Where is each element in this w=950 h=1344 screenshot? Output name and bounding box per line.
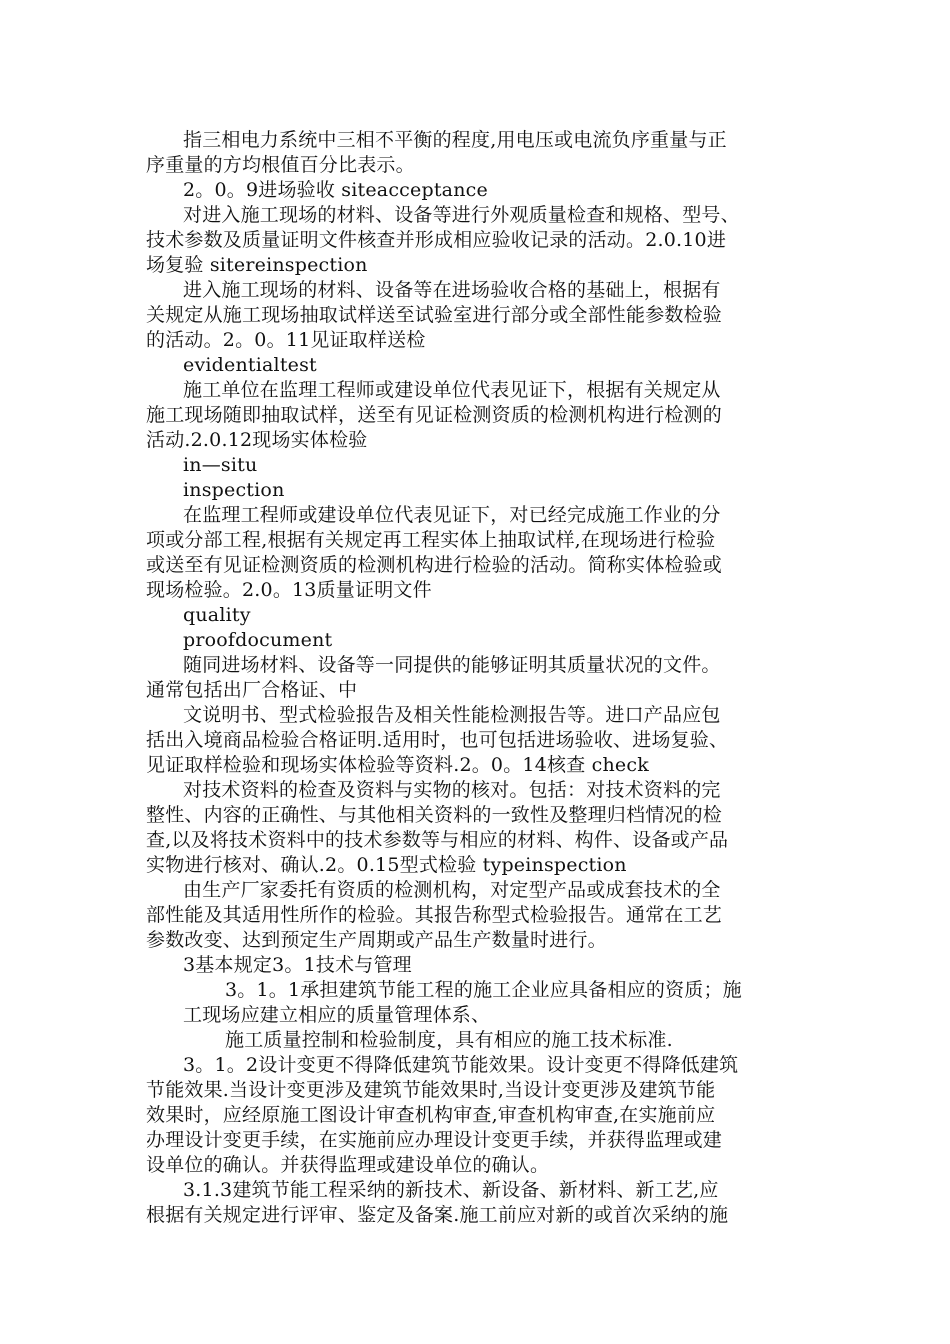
text-line: 活动.2.0.12现场实体检验 bbox=[146, 429, 368, 451]
text-line: 查,以及将技术资料中的技术参数等与相应的材料、构件、设备或产品 bbox=[146, 829, 729, 851]
text-line: 施工质量控制和检验制度，具有相应的施工技术标准. bbox=[225, 1029, 673, 1051]
text-line: inspection bbox=[183, 479, 285, 501]
text-line: 参数改变、达到预定生产周期或产品生产数量时进行。 bbox=[146, 929, 607, 951]
text-line: 对进入施工现场的材料、设备等进行外观质量检查和规格、型号、 bbox=[183, 204, 740, 226]
text-line: 见证取样检验和现场实体检验等资料.2。0。14核查 check bbox=[146, 754, 649, 776]
text-line: 随同进场材料、设备等一同提供的能够证明其质量状况的文件。 bbox=[183, 654, 721, 676]
text-line: quality bbox=[183, 604, 251, 626]
text-line: 3.1.3建筑节能工程采纳的新技术、新设备、新材料、新工艺,应 bbox=[183, 1179, 719, 1201]
text-line: in—situ bbox=[183, 454, 258, 476]
text-line: 效果时，应经原施工图设计审查机构审查,审查机构审查,在实施前应 bbox=[146, 1104, 716, 1126]
text-line: evidentialtest bbox=[183, 354, 317, 376]
text-line: 设单位的确认。并获得监理或建设单位的确认。 bbox=[146, 1154, 550, 1176]
text-line: 进入施工现场的材料、设备等在进场验收合格的基础上，根据有 bbox=[183, 279, 721, 301]
text-line: 2。0。9进场验收 siteacceptance bbox=[183, 179, 488, 201]
text-line: 现场检验。2.0。13质量证明文件 bbox=[146, 579, 432, 601]
text-line: 对技术资料的检查及资料与实物的核对。包括：对技术资料的完 bbox=[183, 779, 721, 801]
text-line: 工现场应建立相应的质量管理体系、 bbox=[183, 1004, 491, 1026]
text-line: 括出入境商品检验合格证明.适用时，也可包括进场验收、进场复验、 bbox=[146, 729, 729, 751]
text-line: 场复验 sitereinspection bbox=[146, 254, 368, 276]
text-line: proofdocument bbox=[183, 629, 333, 651]
text-line: 在监理工程师或建设单位代表见证下，对已经完成施工作业的分 bbox=[183, 504, 721, 526]
text-line: 3。1。2设计变更不得降低建筑节能效果。设计变更不得降低建筑 bbox=[183, 1054, 739, 1076]
text-line: 序重量的方均根值百分比表示。 bbox=[146, 154, 415, 176]
text-line: 3。1。1承担建筑节能工程的施工企业应具备相应的资质；施 bbox=[225, 979, 742, 1001]
text-line: 由生产厂家委托有资质的检测机构，对定型产品或成套技术的全 bbox=[183, 879, 721, 901]
text-line: 项或分部工程,根据有关规定再工程实体上抽取试样,在现场进行检验 bbox=[146, 529, 716, 551]
text-line: 技术参数及质量证明文件核查并形成相应验收记录的活动。2.0.10进 bbox=[146, 229, 727, 251]
text-line: 或送至有见证检测资质的检测机构进行检验的活动。简称实体检验或 bbox=[146, 554, 723, 576]
text-line: 办理设计变更手续，在实施前应办理设计变更手续，并获得监理或建 bbox=[146, 1129, 723, 1151]
text-line: 关规定从施工现场抽取试样送至试验室进行部分或全部性能参数检验 bbox=[146, 304, 723, 326]
text-line: 整性、内容的正确性、与其他相关资料的一致性及整理归档情况的检 bbox=[146, 804, 723, 826]
text-line: 部性能及其适用性所作的检验。其报告称型式检验报告。通常在工艺 bbox=[146, 904, 723, 926]
text-line: 节能效果.当设计变更涉及建筑节能效果时,当设计变更涉及建筑节能 bbox=[146, 1079, 716, 1101]
text-line: 施工现场随即抽取试样，送至有见证检测资质的检测机构进行检测的 bbox=[146, 404, 723, 426]
text-line: 指三相电力系统中三相不平衡的程度,用电压或电流负序重量与正 bbox=[183, 129, 727, 151]
text-line: 的活动。2。0。11见证取样送检 bbox=[146, 329, 426, 351]
section-heading: 3基本规定3。1技术与管理 bbox=[183, 954, 412, 976]
text-line: 施工单位在监理工程师或建设单位代表见证下，根据有关规定从 bbox=[183, 379, 721, 401]
text-line: 根据有关规定进行评审、鉴定及备案.施工前应对新的或首次采纳的施 bbox=[146, 1204, 729, 1226]
text-line: 实物进行核对、确认.2。0.15型式检验 typeinspection bbox=[146, 854, 627, 876]
text-line: 通常包括出厂合格证、中 bbox=[146, 679, 358, 701]
text-line: 文说明书、型式检验报告及相关性能检测报告等。进口产品应包 bbox=[183, 704, 721, 726]
